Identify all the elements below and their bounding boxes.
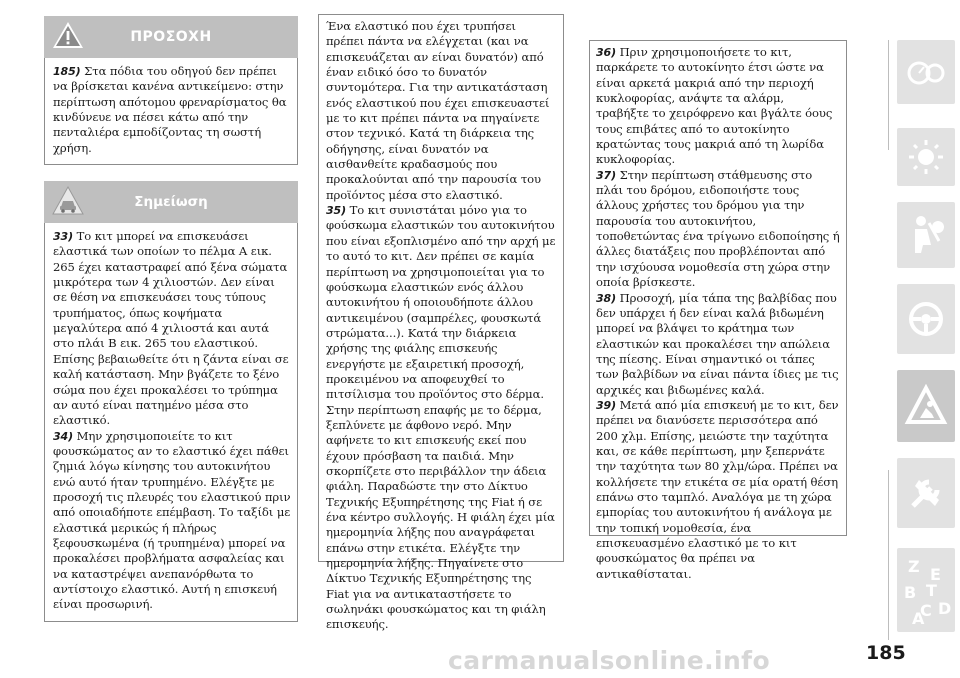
divider xyxy=(888,470,889,640)
middle-paragraph xyxy=(326,19,557,203)
index-letter: D xyxy=(938,599,952,618)
right-text: Στην περίπτωση στάθμευσης στο πλάι του δρόμου, ειδοποιήστε τους άλλους χρήστες του δρόμου για την παρουσία του αυτοκινήτου, τοποθετώντας ένα τρίγωνο ειδοποίησης ή άλλες διατάξεις που προβλέπονται από την ισχύουσα νομοθεσία στη χώρα στην οποία βρίσκεστε. xyxy=(596,167,840,290)
note-number: 185) xyxy=(53,65,81,78)
tab-index[interactable] xyxy=(897,548,955,632)
index-letter: B xyxy=(904,583,917,602)
note-text: Μην χρησιμοποιείτε το κιτ φουσκώματος αν το ελαστικό έχει πάθει ζημιά λόγω κίνησης του αυτοκινήτου ενώ αυτό ήταν τρυπημένο. Ελέγξτε με προσοχή τις πλευρές του ελαστικού πριν από οποιαδήποτε επέμβαση. Το ταξίδι με ελαστικά μερικώς ή πλήρως ξεφουσκωμένα (ή τρυπημένα) μπορεί να προκαλέσει προβλήματα ασφαλείας και να καταστρέψει ανεπανόρθωτα το αντίστοιχο ελαστικό. Αυτή η επισκευή είναι προσωρινή. xyxy=(53,428,291,612)
index-letter: Z xyxy=(908,557,920,576)
right-text: Μετά από μία επισκευή με το κιτ, δεν πρέπει να διανύσετε περισσότερα από 200 χλμ. Επίσης, μειώστε την ταχύτητα και, σε κάθε περίπτωση, μην ξεπερνάτε την ταχύτητα των 80 χλμ/ώρα. Πρέπει να κολλήσετε την ετικέτα σε μία ορατή θέση επάνω στο ταμπλό. Αναλόγα με τη χώρα εμπορίας του αυτοκινήτου ή ανάλογα με την τοπική νομοθεσία, ένα επισκευασμένο ελαστικό με το κιτ φουσκώματος θα πρέπει να αντικαθίσταται. xyxy=(596,397,839,581)
note-paragraph xyxy=(53,429,291,613)
note-number: 38) xyxy=(596,291,617,305)
divider xyxy=(888,40,889,150)
chapter-tab-strip xyxy=(897,40,957,660)
left-column xyxy=(44,16,298,622)
warning-title: ΠΡΟΣΟΧΗ xyxy=(130,29,212,45)
warning-paragraph xyxy=(53,64,291,156)
note-title: Σημείωση xyxy=(134,194,208,211)
right-paragraph xyxy=(596,398,840,582)
note-number: 33) xyxy=(53,230,74,244)
warning-icon xyxy=(904,384,948,428)
tools-icon xyxy=(905,472,947,514)
note-number: 35) xyxy=(326,204,347,218)
note-number: 36) xyxy=(596,46,617,59)
index-letter: A xyxy=(912,609,925,628)
index-letters-icon xyxy=(898,550,954,630)
car-note-icon xyxy=(50,185,86,219)
note-header xyxy=(44,181,298,223)
right-text: Προσοχή, μία τάπα της βαλβίδας που δεν υπάρχει ή δεν είναι καλά βιδωμένη μπορεί να βλάψει το κράτημα των ελαστικών και προκαλέσει την απώλεια της πίεσης. Είναι σημαντικό οι τάπες των βαλβίδων να είναι πάντα ίδιες με τις αρχικές και βιδωμένες καλά. xyxy=(596,290,839,397)
middle-text: Ένα ελαστικό που έχει τρυπήσει πρέπει πάντα να ελέγχεται (και να επισκευάζεται αν είναι δυνατόν) από έναν ειδικό όσο το δυνατόν συντομότερα. Για την αντικατάσταση ενός ελαστικού που έχει επισκευαστεί με το κιτ πρέπει πάντα να πηγαίνετε στον τεχνικό. Κατά τη διάρκεια της οδήγησης, είναι δυνατόν να αισθανθείτε κραδασμούς που προκαλούνται από την παρουσία του προϊόντος μέσα στο ελαστικό. xyxy=(326,19,550,202)
tab-dashboard[interactable] xyxy=(897,40,955,104)
airbag-icon xyxy=(905,213,947,257)
bulb-icon xyxy=(906,137,946,177)
watermark: carmanualsonline.info xyxy=(448,646,771,675)
page-number: 185 xyxy=(866,642,906,664)
middle-text: Το κιτ συνιστάται μόνο για το φούσκωμα ελαστικών του αυτοκινήτου που είναι εξοπλισμένο από την αρχή με το αυτό το κιτ. Δεν πρέπει σε καμία περίπτωση να χρησιμοποιείται για το φούσκωμα ελαστικών ενός άλλου αυτοκινήτου ή οποιουδήποτε άλλου αντικειμένου (σαμπρέλες, φουσκωτά στρώματα...). Κατά την διάρκεια χρήσης της φιάλης επισκευής ενεργήστε με εξαιρετική προσοχή, προκειμένου να αποφευχθεί το πιτσίλισμα του προϊόντος στο δέρμα. Στην περίπτωση επαφής με το δέρμα, ξεπλύνετε με άφθονο νερό. Μην αφήνετε το κιτ επισκευής εκεί που έχουν πρόσβαση τα παιδιά. Μην σκορπίζετε στο περιβάλλον την άδεια φιάλη. Παραδώστε την στο Δίκτυο Τεχνικής Εξυπηρέτησης της Fiat ή σε ένα κέντρο συλλογής. Η φιάλη έχει μία ημερομηνία λήξης που αναγράφεται επάνω στην ετικέτα. Ελέγξτε την ημερομηνία λήξης. Πηγαίνετε στο Δίκτυο Τεχνικής Εξυπηρέτησης της Fiat για να αντικαταστήσετε το σωληνάκι φουσκώματος και τη φιάλη επισκευής. xyxy=(326,203,556,632)
note-number: 39) xyxy=(596,398,617,412)
right-paragraph xyxy=(596,45,840,168)
right-paragraph xyxy=(596,291,840,398)
middle-column xyxy=(318,14,564,632)
note-number: 34) xyxy=(53,429,74,443)
index-letter: T xyxy=(926,581,937,600)
note-box xyxy=(44,223,298,622)
right-column xyxy=(589,40,847,581)
warning-text: Στα πόδια του οδηγού δεν πρέπει να βρίσκεται κανένα αντικείμενο: στην περίπτωση απότομου φρεναρίσματος θα κινδύνευε να πέσει κάτω από την πενταλιέρα εμποδίζοντας τη σωστή χρήση. xyxy=(53,64,287,155)
right-paragraph xyxy=(596,168,840,291)
note-text: Το κιτ μπορεί να επισκευάσει ελαστικά των οποίων το πέλμα Α εικ. 265 έχει καταστραφεί από ξένα σώματα μικρότερα των 4 χιλιοστών. Δεν είναι σε θέση να επισκευάσει τους τύπους τρυπήματος, όπως κοψήματα μεγαλύτερα από 4 χιλιοστά και αυτά στο πλάι Β εικ. 265 του ελαστικού. Επίσης βεβαιωθείτε ότι η ζάντα είναι σε καλή κατάσταση. Μην βγάζετε το ξένο σώμα που έχει προκαλέσει το τρύπημα αν αυτό είναι πατημένο μέσα στο ελαστικό. xyxy=(53,229,289,428)
index-letter: E xyxy=(930,565,941,584)
steering-icon xyxy=(905,298,947,340)
middle-paragraph xyxy=(326,203,557,633)
right-text: Πριν χρησιμοποιήσετε το κιτ, παρκάρετε το αυτοκίνητο έτσι ώστε να είναι αρκετά μακριά από την περιοχή κυκλοφορίας, ανάψτε τα αλάρμ, τραβήξτε το χειρόφρενο και βγάλτε όους τους επιβάτες από το αυτοκίνητο κρατώντας τους μακριά από τη λωρίδα κυκλοφορίας. xyxy=(596,45,833,167)
warning-box xyxy=(44,58,298,165)
warning-header xyxy=(44,16,298,58)
tab-emergency[interactable] xyxy=(897,370,955,442)
tab-maintenance[interactable] xyxy=(897,458,955,528)
warning-triangle-icon xyxy=(51,20,85,50)
note-number: 37) xyxy=(596,168,617,182)
tab-safety[interactable] xyxy=(897,202,955,268)
tab-lights[interactable] xyxy=(897,128,955,186)
note-paragraph xyxy=(53,229,291,428)
dashboard-icon xyxy=(906,55,946,89)
tab-driving[interactable] xyxy=(897,284,955,354)
index-letter: C xyxy=(920,601,932,620)
